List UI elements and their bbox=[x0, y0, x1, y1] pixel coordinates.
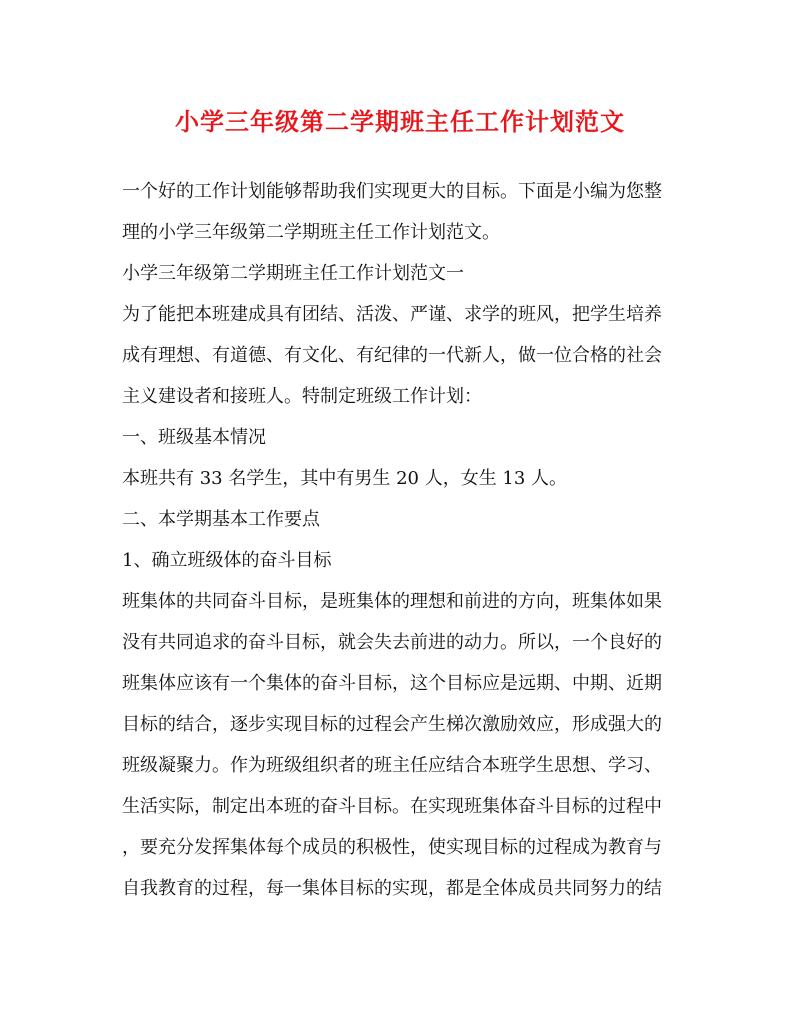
text-line: 生活实际，制定出本班的奋斗目标。在实现班集体奋斗目标的过程中 bbox=[122, 796, 662, 817]
text-line: 主义建设者和接班人。特制定班级工作计划： bbox=[122, 386, 482, 407]
text-line: 成有理想、有道德、有文化、有纪律的一代新人，做一位合格的社会 bbox=[122, 345, 662, 366]
text-line: 一个好的工作计划能够帮助我们实现更大的目标。下面是小编为您整 bbox=[122, 181, 662, 202]
document-title: 小学三年级第二学期班主任工作计划范文 bbox=[175, 107, 625, 136]
text-line: 没有共同追求的奋斗目标，就会失去前进的动力。所以，一个良好的 bbox=[122, 632, 662, 653]
section-heading: 二、本学期基本工作要点 bbox=[122, 509, 320, 530]
text-line: 班级凝聚力。作为班级组织者的班主任应结合本班学生思想、学习、 bbox=[122, 755, 662, 776]
text-line: ，要充分发挥集体每个成员的积极性，使实现目标的过程成为教育与 bbox=[122, 837, 662, 858]
text-line: 班集体的共同奋斗目标，是班集体的理想和前进的方向，班集体如果 bbox=[122, 591, 662, 612]
section-heading: 一、班级基本情况 bbox=[122, 427, 266, 448]
section-heading: 小学三年级第二学期班主任工作计划范文一 bbox=[122, 263, 464, 284]
section-heading: 1、确立班级体的奋斗目标 bbox=[122, 550, 332, 571]
text-line: 班集体应该有一个集体的奋斗目标，这个目标应是远期、中期、近期 bbox=[122, 673, 662, 694]
text-line: 本班共有 33 名学生，其中有男生 20 人，女生 13 人。 bbox=[122, 468, 568, 489]
document-body bbox=[122, 174, 682, 912]
text-line: 理的小学三年级第二学期班主任工作计划范文。 bbox=[122, 222, 500, 243]
text-line: 目标的结合，逐步实现目标的过程会产生梯次激励效应，形成强大的 bbox=[122, 714, 662, 735]
text-line: 为了能把本班建成具有团结、活泼、严谨、求学的班风，把学生培养 bbox=[122, 304, 662, 325]
text-line: 自我教育的过程，每一集体目标的实现，都是全体成员共同努力的结 bbox=[122, 878, 662, 899]
